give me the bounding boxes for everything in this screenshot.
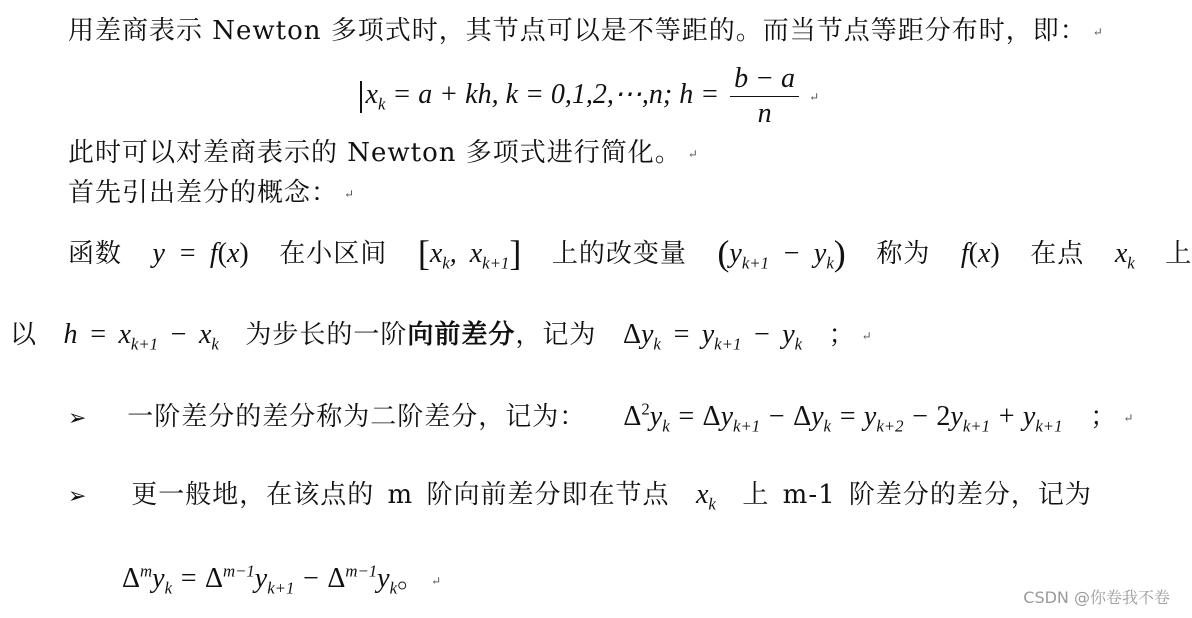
p4-text-3: 上的改变量 xyxy=(551,239,687,269)
p5-text-1: 以 xyxy=(10,320,38,350)
fraction-numerator: b − a xyxy=(730,62,799,97)
formula-equidistant-nodes xyxy=(360,62,819,131)
p4-math-fx: f(x) xyxy=(960,238,1000,269)
formula-higher-order: $\Delta^my_k = \Delta^{m-1}y_{k+1} - \Delta^{m-1}y_k$。 ↵ xyxy=(122,561,442,598)
bullet-1-formula: $\Delta^2y_k = \Delta y_{k+1} - \Delta y_k = y_{k+2} - 2y_{k+1} + y_{k+1}$ xyxy=(623,399,1063,436)
bullet-item-2 xyxy=(68,478,1092,514)
fraction-denominator: n xyxy=(757,98,772,129)
paragraph-1-text: 用差商表示 Newton 多项式时，其节点可以是不等距的。而当节点等距分布时，即： xyxy=(68,16,1087,46)
arrow-bullet-icon: ➢ xyxy=(68,406,88,431)
bullet-2-math-xk: $x_k$ xyxy=(695,479,716,514)
p4-text-1: 函数 xyxy=(68,239,123,269)
paragraph-2-text: 此时可以对差商表示的 Newton 多项式进行简化。 xyxy=(68,138,682,168)
bullet-1-end: ； xyxy=(1090,402,1118,432)
p4-math-xk: $x_k$ xyxy=(1114,238,1135,273)
formula-fraction xyxy=(730,62,799,131)
formula-x-sub: k xyxy=(377,94,386,114)
paragraph-mark-icon: ↵ xyxy=(687,147,699,161)
paragraph-mark-icon: ↵ xyxy=(1092,25,1104,39)
p4-text-6: 上 xyxy=(1165,239,1192,269)
formula-x: x xyxy=(365,78,378,110)
p4-math-change: $(y_{k+1} - y_k)$ xyxy=(717,233,846,273)
paragraph-mark-icon: ↵ xyxy=(809,89,820,104)
paragraph-2 xyxy=(68,136,699,171)
paragraph-1 xyxy=(68,14,1104,49)
p5-math-delta: $\Delta y_k = y_{k+1} - y_k$ xyxy=(622,319,803,354)
bullet-2-text-2: 上 m-1 阶差分的差分，记为 xyxy=(742,480,1092,510)
paragraph-mark-icon: ↵ xyxy=(861,329,873,343)
p5-text-2: 为步长的一阶 xyxy=(245,320,408,350)
paragraph-3-text: 首先引出差分的概念： xyxy=(68,178,339,208)
p5-math-step: $h = x_{k+1} - x_k$ xyxy=(63,319,219,354)
paragraph-4 xyxy=(68,233,1192,273)
p4-text-4: 称为 xyxy=(876,239,931,269)
p4-math-interval: [$x_k$, $x_{k+1}$] xyxy=(417,233,522,273)
p4-math-function: y = f(x) xyxy=(152,238,249,269)
bullet-1-text: 一阶差分的差分称为二阶差分，记为： xyxy=(127,402,587,432)
paragraph-mark-icon: ↵ xyxy=(1123,411,1135,425)
bullet-item-1 xyxy=(68,400,1134,436)
paragraph-mark-icon: ↵ xyxy=(431,573,442,588)
formula-end-mark: 。 xyxy=(397,563,426,594)
paragraph-5 xyxy=(10,318,873,353)
arrow-bullet-icon: ➢ xyxy=(68,484,88,509)
p4-text-5: 在点 xyxy=(1030,239,1085,269)
paragraph-3 xyxy=(68,176,355,211)
p5-text-4: ； xyxy=(828,320,856,350)
p5-bold-term: 向前差分 xyxy=(407,320,516,350)
p5-text-3: ，记为 xyxy=(515,320,597,350)
cursor-bar xyxy=(360,81,362,113)
paragraph-mark-icon: ↵ xyxy=(344,187,356,201)
p4-text-2: 在小区间 xyxy=(279,239,388,269)
bullet-2-text: 更一般地，在该点的 m 阶向前差分即在节点 xyxy=(131,480,670,510)
csdn-watermark: CSDN @你卷我不卷 xyxy=(1023,588,1170,607)
formula-equation: = a + kh, k = 0,1,2,⋯,n; h = xyxy=(385,78,727,110)
